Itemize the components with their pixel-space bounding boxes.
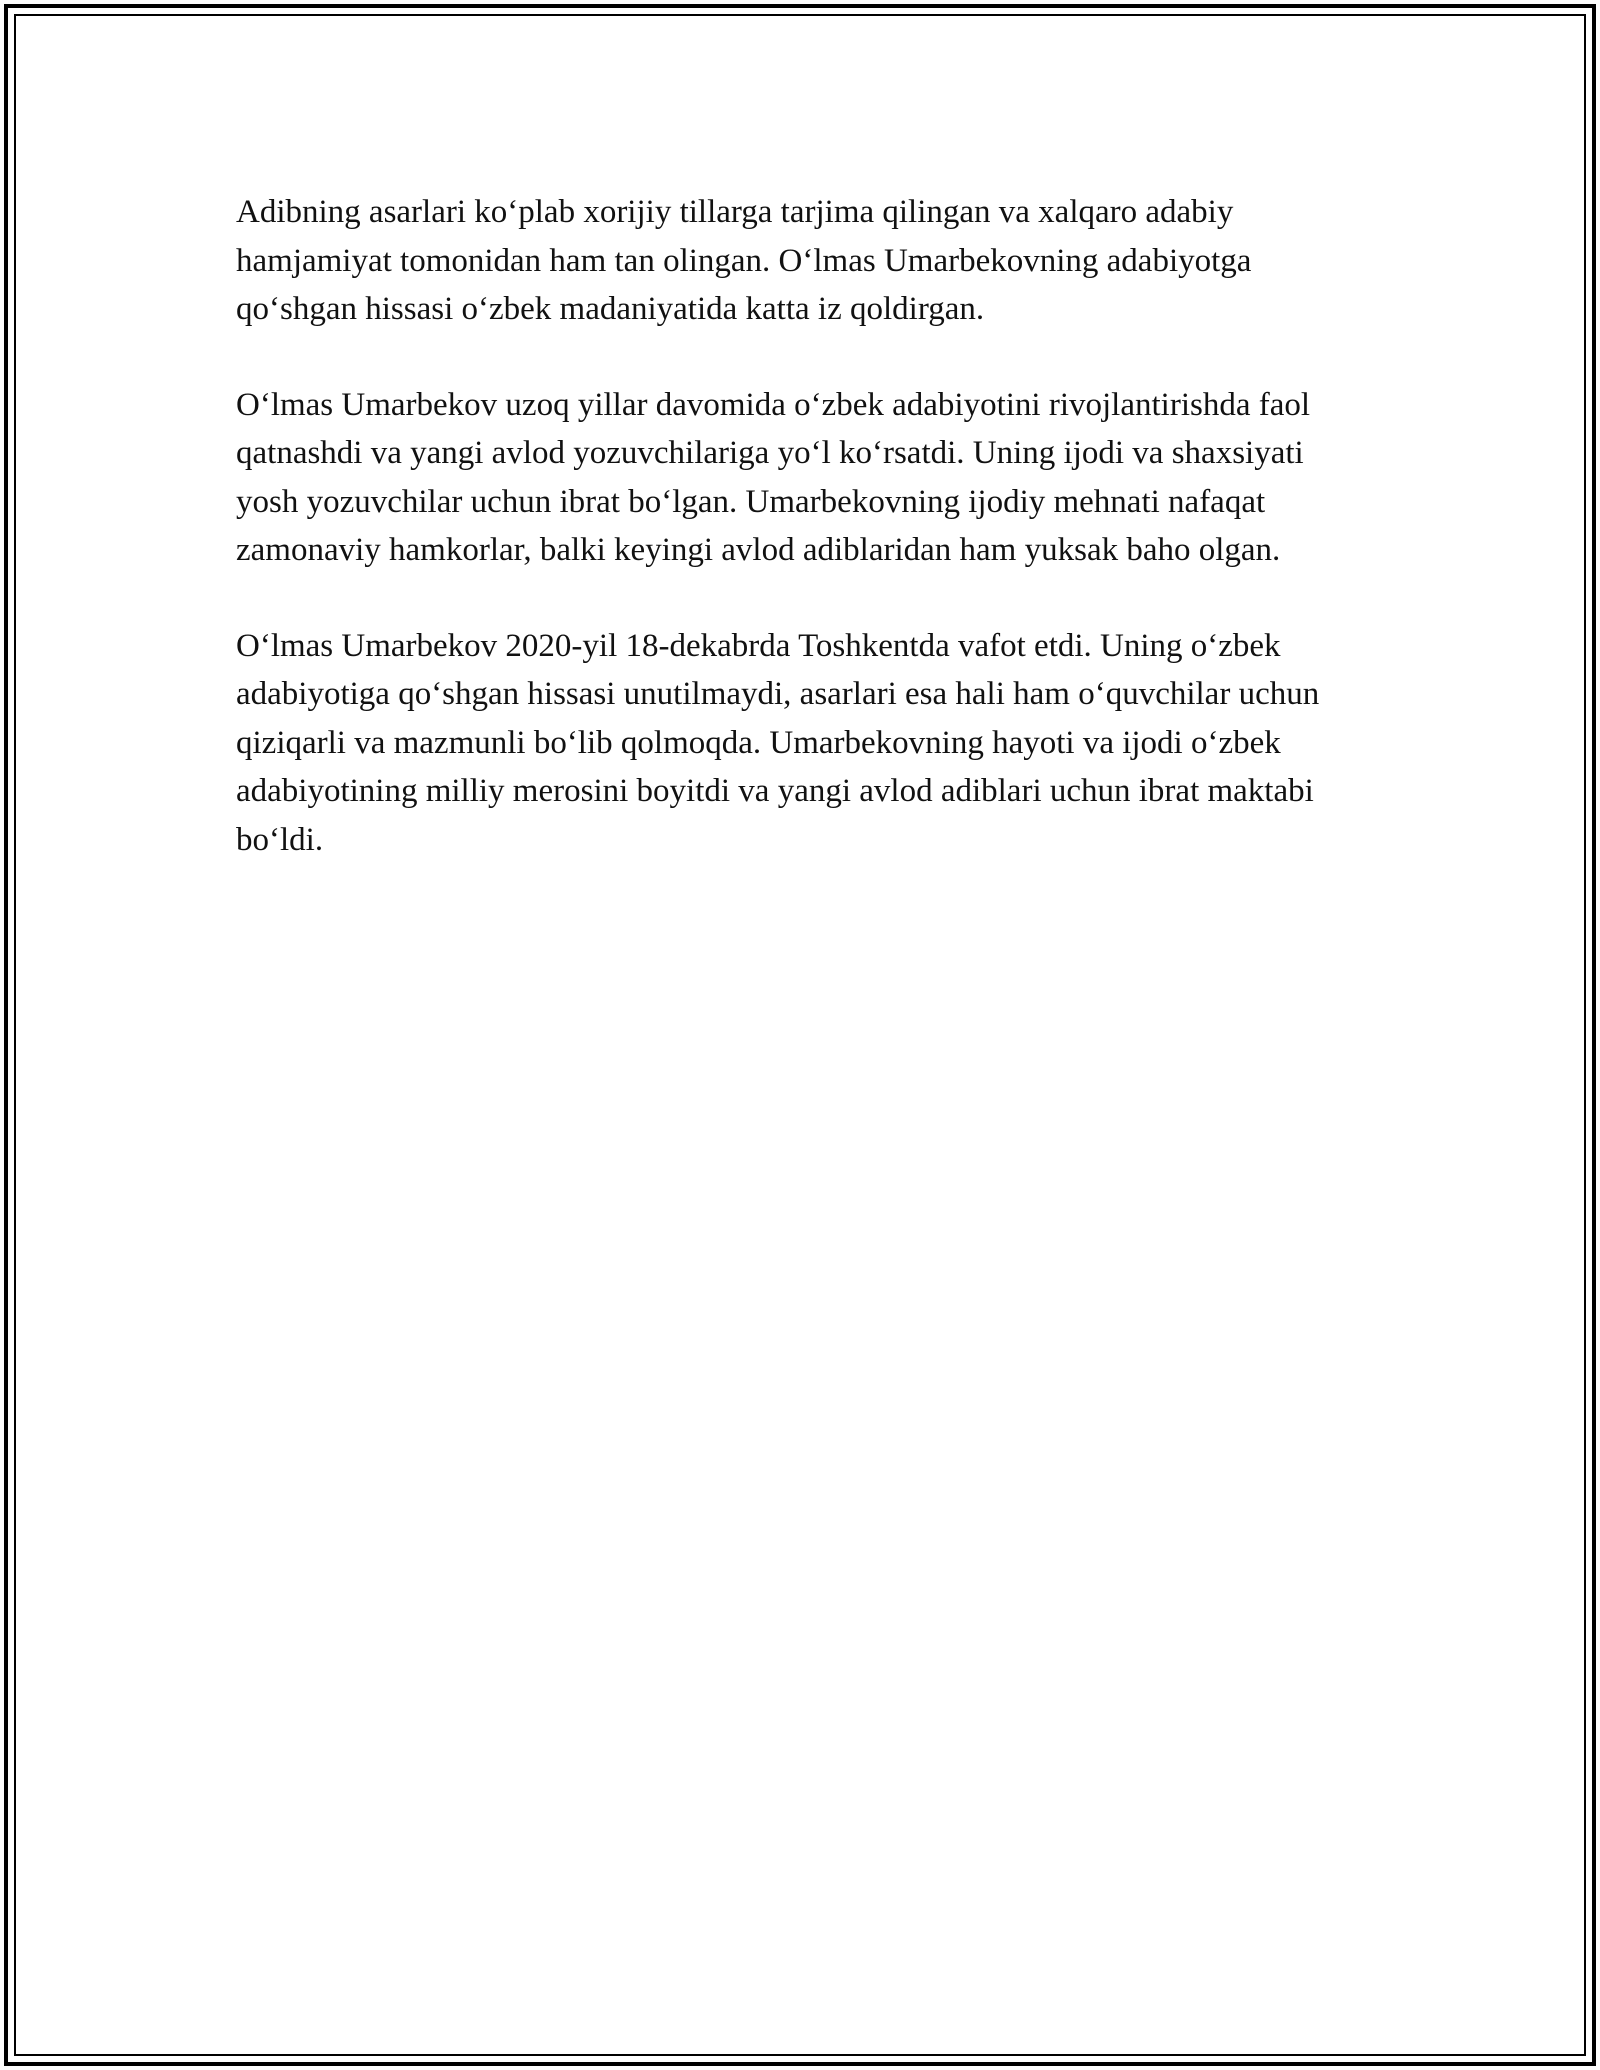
paragraph-2: Oʻlmas Umarbekov uzoq yillar davomida oʻzbek adabiyotini rivojlantirishda faol qatnashdi va yangi avlod yozuvchilariga yoʻl koʻrsatdi. Uning ijodi va shaxsiyati yosh yozuvchilar uchun ibrat boʻlgan. Umarbekovning ijodiy mehnati nafaqat zamonaviy hamkorlar, balki keyingi avlod adiblaridan ham yuksak baho olgan. [236,386,1311,568]
document-body [236,188,1366,911]
paragraph-1: Adibning asarlari koʻplab xorijiy tillarga tarjima qilingan va xalqaro adabiy hamjamiyat tomonidan ham tan olingan. Oʻlmas Umarbekovning adabiyotga qoʻshgan hissasi oʻzbek madaniyatida katta iz qoldirgan. [236,194,1252,327]
paragraph-3: Oʻlmas Umarbekov 2020-yil 18-dekabrda Toshkentda vafot etdi. Uning oʻzbek adabiyotiga qoʻshgan hissasi unutilmaydi, asarlari esa hali ham oʻquvchilar uchun qiziqarli va mazmunli boʻlib qolmoqda. Umarbekovning hayoti va ijodi oʻzbek adabiyotining milliy merosini boyitdi va yangi avlod adiblari uchun ibrat maktabi boʻldi. [236,627,1320,858]
